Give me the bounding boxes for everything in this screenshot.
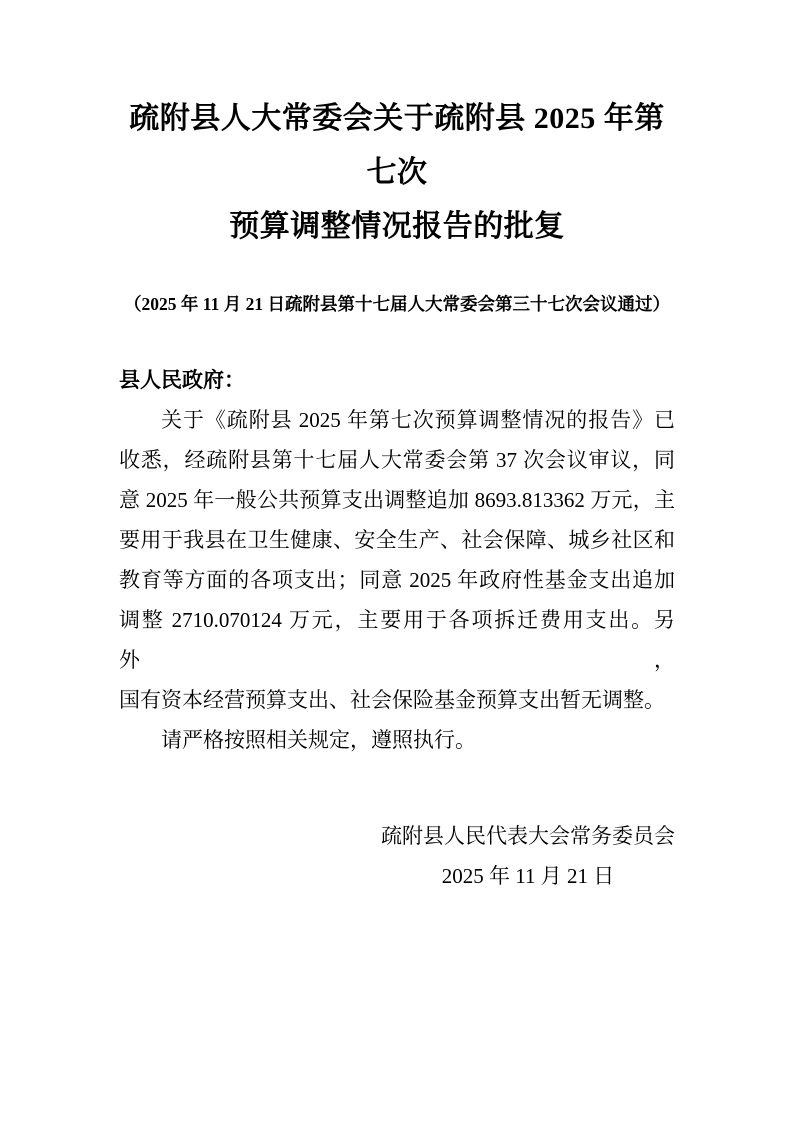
body-paragraphs [119,400,675,760]
salutation: 县人民政府： [119,368,245,392]
title-line-1: 疏附县人大常委会关于疏附县 2025 年第七次 [129,102,665,189]
body-line: 国有资本经营预算支出、社会保险基金预算支出暂无调整。 [119,688,665,712]
meeting-note: （2025 年 11 月 21 日疏附县第十七届人大常委会第三十七次会议通过） [124,294,670,314]
body-line: 要用于我县在卫生健康、安全生产、社会保障、城乡社区和 [119,528,675,552]
closing-line: 请严格按照相关规定，遵照执行。 [161,728,476,752]
page-title [119,92,675,254]
body-line: 意 2025 年一般公共预算支出调整追加 8693.813362 万元，主 [119,488,675,512]
body-line: 教育等方面的各项支出；同意 2025 年政府性基金支出追加 [119,568,675,592]
body-line: 调整 2710.070124 万元，主要用于各项拆迁费用支出。另外， [119,608,675,672]
signature-inner [381,816,675,896]
title-line-2: 预算调整情况报告的批复 [229,210,565,243]
body-line: 关于《疏附县 2025 年第七次预算调整情况的报告》已 [161,408,675,432]
signature-block [119,816,675,896]
signature-org: 疏附县人民代表大会常务委员会 [381,824,675,848]
signature-date: 2025 年 11 月 21 日 [441,864,615,888]
body-line: 收悉，经疏附县第十七届人大常委会第 37 次会议审议，同 [119,448,675,472]
